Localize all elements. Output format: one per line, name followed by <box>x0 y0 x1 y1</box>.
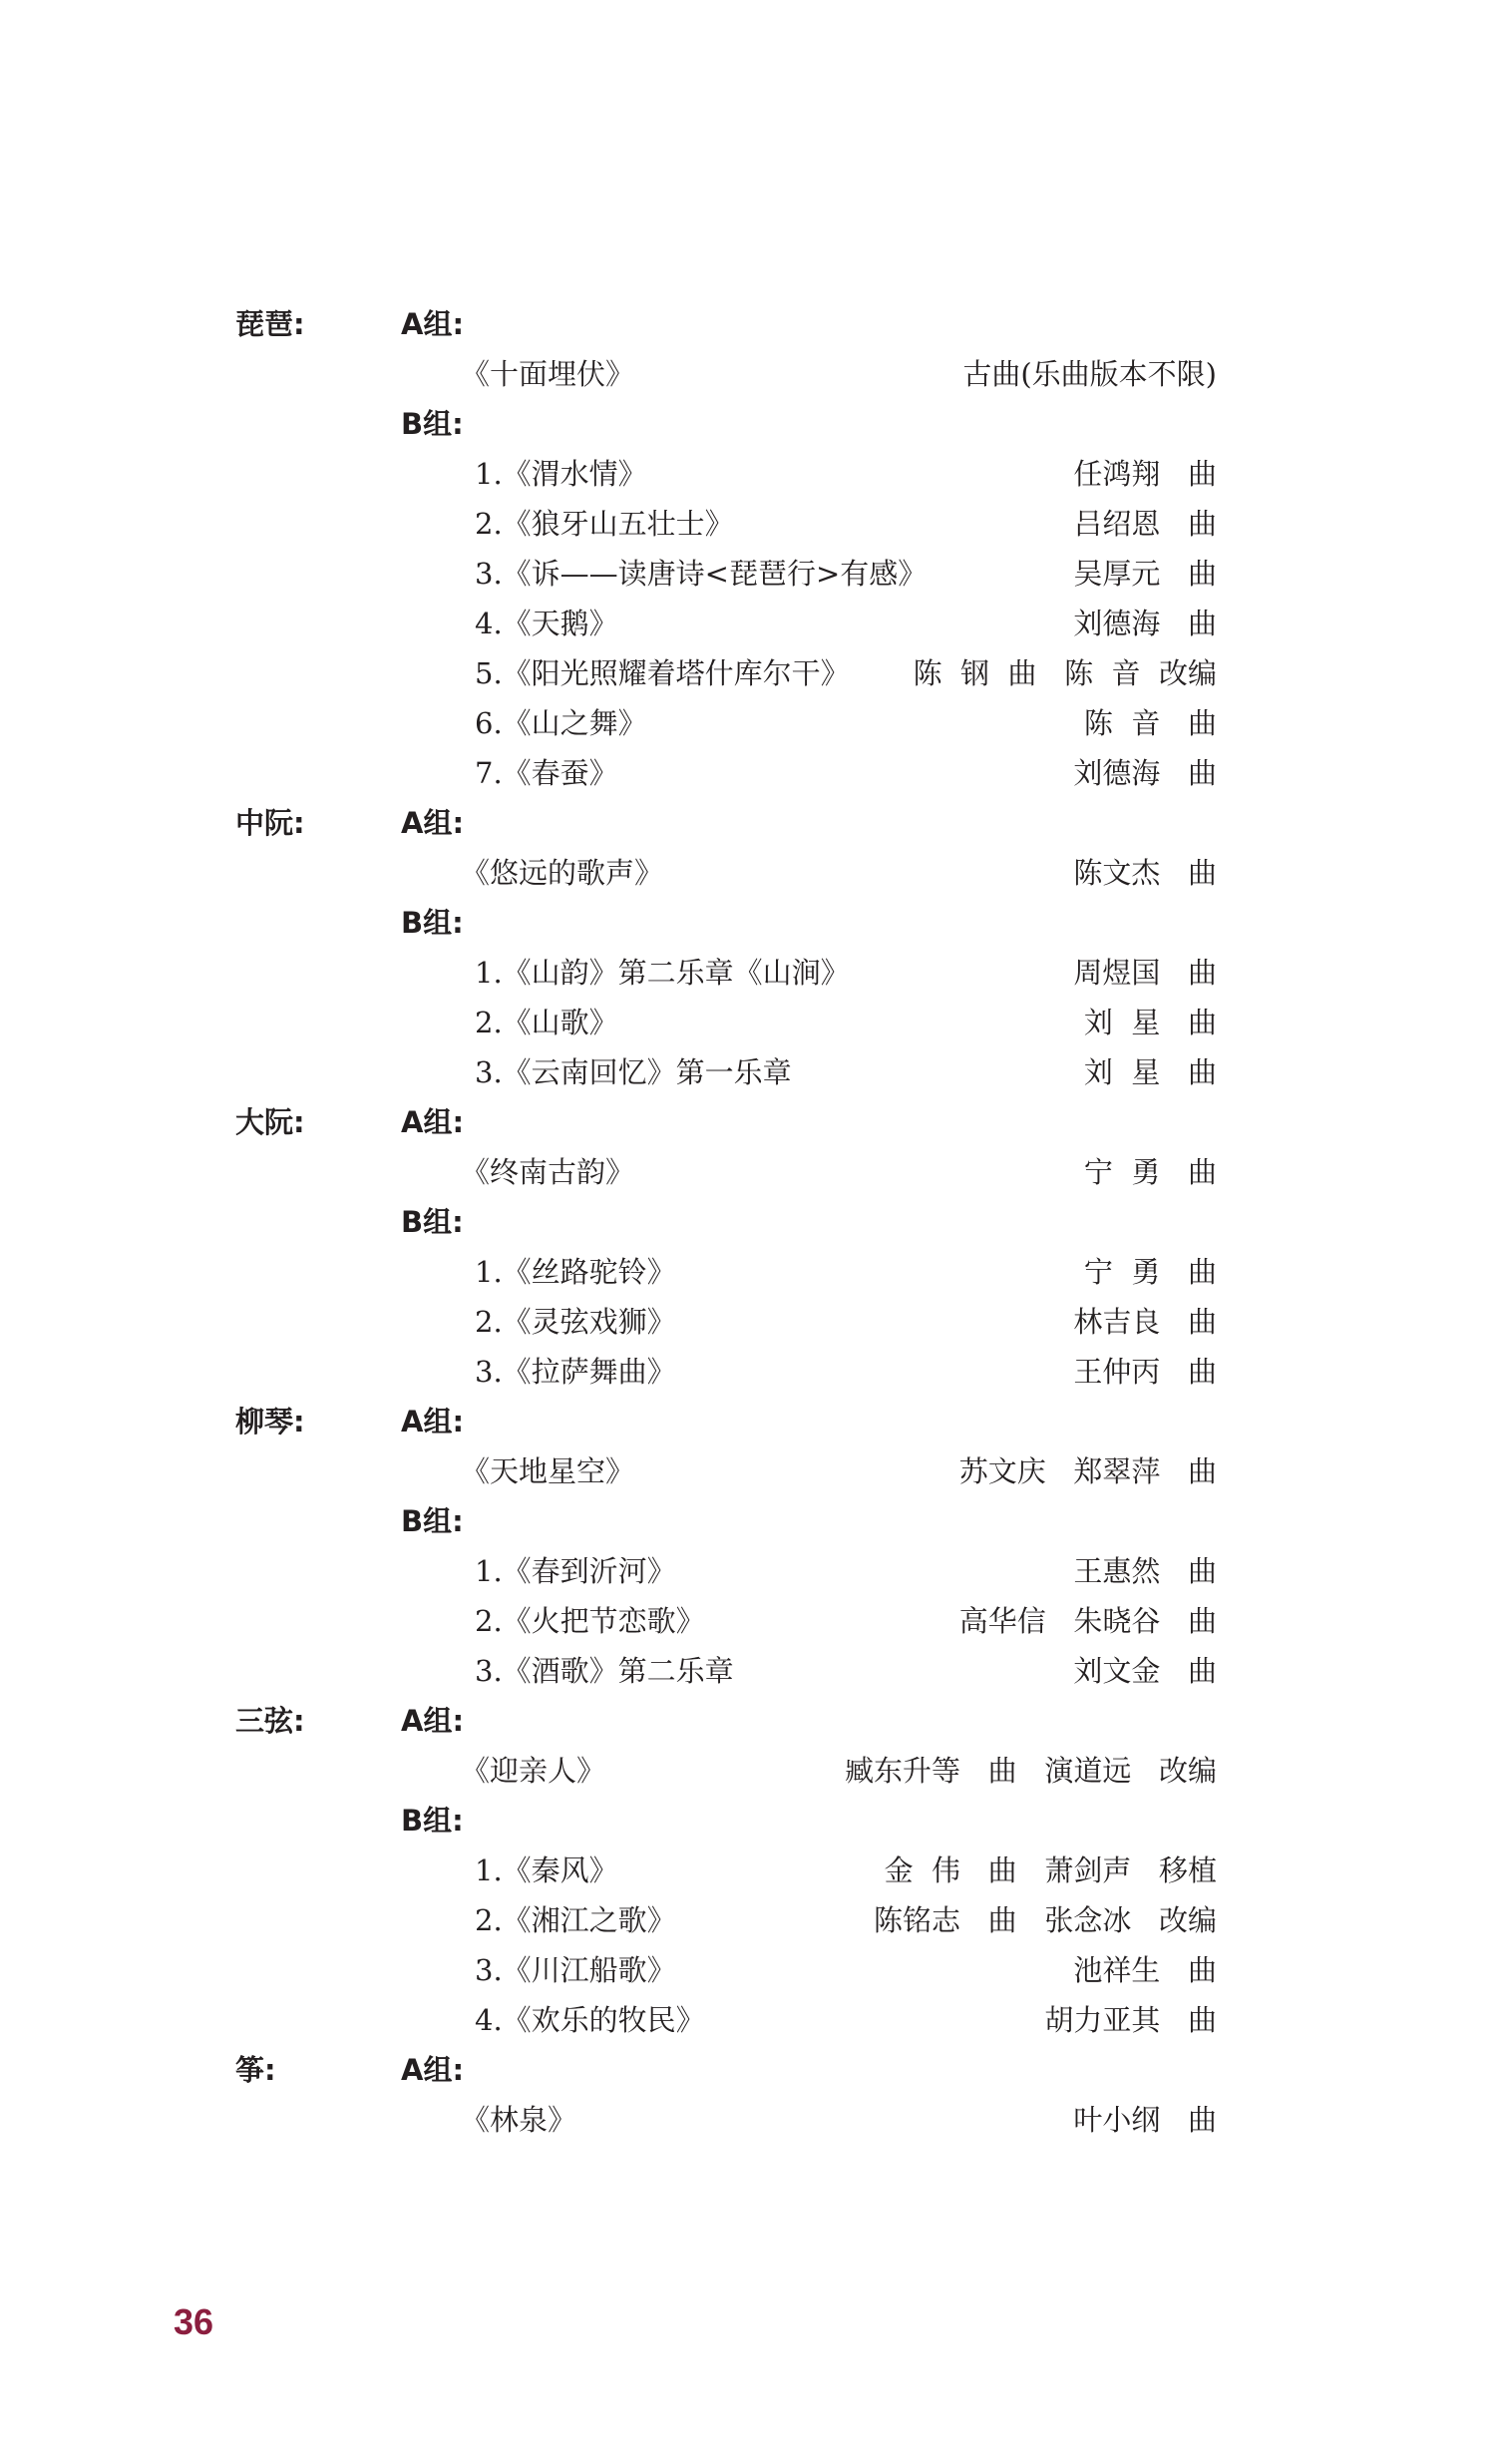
group-a-label: A组: <box>401 2053 465 2087</box>
piece-title: 1.《丝路驼铃》 <box>475 1255 676 1289</box>
piece-credit: 王仲丙 曲 <box>1073 1355 1217 1389</box>
piece-title: 《终南古韵》 <box>461 1155 635 1189</box>
piece-title: 4.《天鹅》 <box>475 607 618 640</box>
piece-credit: 林吉良 曲 <box>1073 1305 1217 1339</box>
piece-credit: 吴厚元 曲 <box>1073 557 1217 591</box>
piece-row <box>0 1945 1496 1995</box>
piece-row <box>0 449 1496 499</box>
piece-credit: 刘德海 曲 <box>1073 756 1217 790</box>
instrument-label: 三弦: <box>235 1704 305 1738</box>
group-a-label: A组: <box>401 1105 465 1139</box>
piece-title: 3.《酒歌》第二乐章 <box>475 1654 734 1688</box>
piece-row <box>0 499 1496 549</box>
piece-credit: 陈文杰 曲 <box>1073 856 1217 890</box>
group-b-label: B组: <box>401 1804 464 1838</box>
section-header-sanxian <box>0 1696 1496 1746</box>
piece-title: 3.《诉——读唐诗<琵琶行>有感》 <box>475 557 928 591</box>
group-b-header <box>0 399 1496 449</box>
group-b-header <box>0 1796 1496 1846</box>
group-b-label: B组: <box>401 906 464 940</box>
piece-title: 3.《拉萨舞曲》 <box>475 1355 676 1389</box>
piece-row <box>0 748 1496 798</box>
piece-title: 2.《狼牙山五壮士》 <box>475 507 734 541</box>
piece-title: 1.《春到沂河》 <box>475 1554 676 1588</box>
section-header-zheng <box>0 2045 1496 2095</box>
piece-row <box>0 2095 1496 2145</box>
piece-row <box>0 1746 1496 1796</box>
piece-credit: 胡力亚其 曲 <box>1044 2003 1217 2037</box>
piece-credit: 叶小纲 曲 <box>1073 2103 1217 2137</box>
piece-title: 《迎亲人》 <box>461 1754 606 1788</box>
group-b-label: B组: <box>401 1504 464 1538</box>
piece-credit: 陈 音 曲 <box>1083 706 1217 740</box>
piece-row <box>0 1147 1496 1197</box>
section-header-pipa <box>0 299 1496 349</box>
instrument-label: 筝: <box>235 2053 276 2087</box>
piece-title: 7.《春蚕》 <box>475 756 618 790</box>
piece-credit: 刘文金 曲 <box>1073 1654 1217 1688</box>
piece-credit: 刘德海 曲 <box>1073 607 1217 640</box>
piece-row <box>0 948 1496 998</box>
piece-credit: 苏文庆 郑翠萍 曲 <box>958 1454 1217 1488</box>
piece-row <box>0 698 1496 748</box>
piece-row <box>0 1247 1496 1297</box>
piece-credit: 宁 勇 曲 <box>1083 1155 1217 1189</box>
page-number: 36 <box>174 2301 214 2342</box>
group-a-label: A组: <box>401 307 465 341</box>
group-b-header <box>0 898 1496 948</box>
piece-row <box>0 1846 1496 1895</box>
piece-credit: 陈 钢 曲 陈 音 改编 <box>913 656 1217 690</box>
piece-title: 3.《云南回忆》第一乐章 <box>475 1055 792 1089</box>
piece-credit: 王惠然 曲 <box>1073 1554 1217 1588</box>
piece-title: 4.《欢乐的牧民》 <box>475 2003 705 2037</box>
piece-credit: 高华信 朱晓谷 曲 <box>958 1604 1217 1638</box>
piece-row <box>0 1297 1496 1347</box>
piece-row <box>0 1596 1496 1646</box>
piece-row <box>0 1347 1496 1397</box>
piece-title: 2.《火把节恋歌》 <box>475 1604 705 1638</box>
group-b-label: B组: <box>401 407 464 441</box>
piece-credit: 古曲(乐曲版本不限) <box>962 357 1217 391</box>
group-a-label: A组: <box>401 1405 465 1438</box>
instrument-label: 中阮: <box>235 806 305 840</box>
section-header-zhongruan <box>0 798 1496 848</box>
piece-credit: 金 伟 曲 萧剑声 移植 <box>884 1853 1217 1887</box>
piece-title: 5.《阳光照耀着塔什库尔干》 <box>475 656 850 690</box>
piece-row <box>0 1646 1496 1696</box>
instrument-label: 大阮: <box>235 1105 305 1139</box>
group-a-label: A组: <box>401 1704 465 1738</box>
piece-row <box>0 349 1496 399</box>
piece-credit: 刘 星 曲 <box>1083 1006 1217 1039</box>
group-b-header <box>0 1197 1496 1247</box>
piece-row <box>0 648 1496 698</box>
piece-credit: 池祥生 曲 <box>1073 1953 1217 1987</box>
group-a-label: A组: <box>401 806 465 840</box>
piece-title: 《十面埋伏》 <box>461 357 635 391</box>
piece-credit: 陈铭志 曲 张念冰 改编 <box>874 1903 1217 1937</box>
piece-title: 6.《山之舞》 <box>475 706 647 740</box>
piece-title: 1.《渭水情》 <box>475 457 647 491</box>
piece-title: 2.《湘江之歌》 <box>475 1903 676 1937</box>
piece-row <box>0 1995 1496 2045</box>
group-b-header <box>0 1496 1496 1546</box>
piece-credit: 吕绍恩 曲 <box>1073 507 1217 541</box>
piece-title: 3.《川江船歌》 <box>475 1953 676 1987</box>
piece-row <box>0 599 1496 648</box>
piece-row <box>0 549 1496 599</box>
piece-row <box>0 1446 1496 1496</box>
instrument-label: 琵琶: <box>235 307 305 341</box>
section-header-daruan <box>0 1097 1496 1147</box>
piece-row <box>0 1895 1496 1945</box>
piece-credit: 宁 勇 曲 <box>1083 1255 1217 1289</box>
section-header-liuqin <box>0 1397 1496 1446</box>
piece-row <box>0 1047 1496 1097</box>
piece-title: 2.《山歌》 <box>475 1006 618 1039</box>
instrument-label: 柳琴: <box>235 1405 305 1438</box>
piece-row <box>0 848 1496 898</box>
piece-row <box>0 1546 1496 1596</box>
piece-credit: 臧东升等 曲 演道远 改编 <box>845 1754 1217 1788</box>
piece-row <box>0 998 1496 1047</box>
piece-title: 2.《灵弦戏狮》 <box>475 1305 676 1339</box>
piece-title: 1.《山韵》第二乐章《山涧》 <box>475 956 850 990</box>
piece-title: 《林泉》 <box>461 2103 577 2137</box>
group-b-label: B组: <box>401 1205 464 1239</box>
piece-credit: 任鸿翔 曲 <box>1073 457 1217 491</box>
piece-credit: 周煜国 曲 <box>1073 956 1217 990</box>
piece-title: 1.《秦风》 <box>475 1853 618 1887</box>
piece-title: 《悠远的歌声》 <box>461 856 664 890</box>
piece-title: 《天地星空》 <box>461 1454 635 1488</box>
piece-credit: 刘 星 曲 <box>1083 1055 1217 1089</box>
